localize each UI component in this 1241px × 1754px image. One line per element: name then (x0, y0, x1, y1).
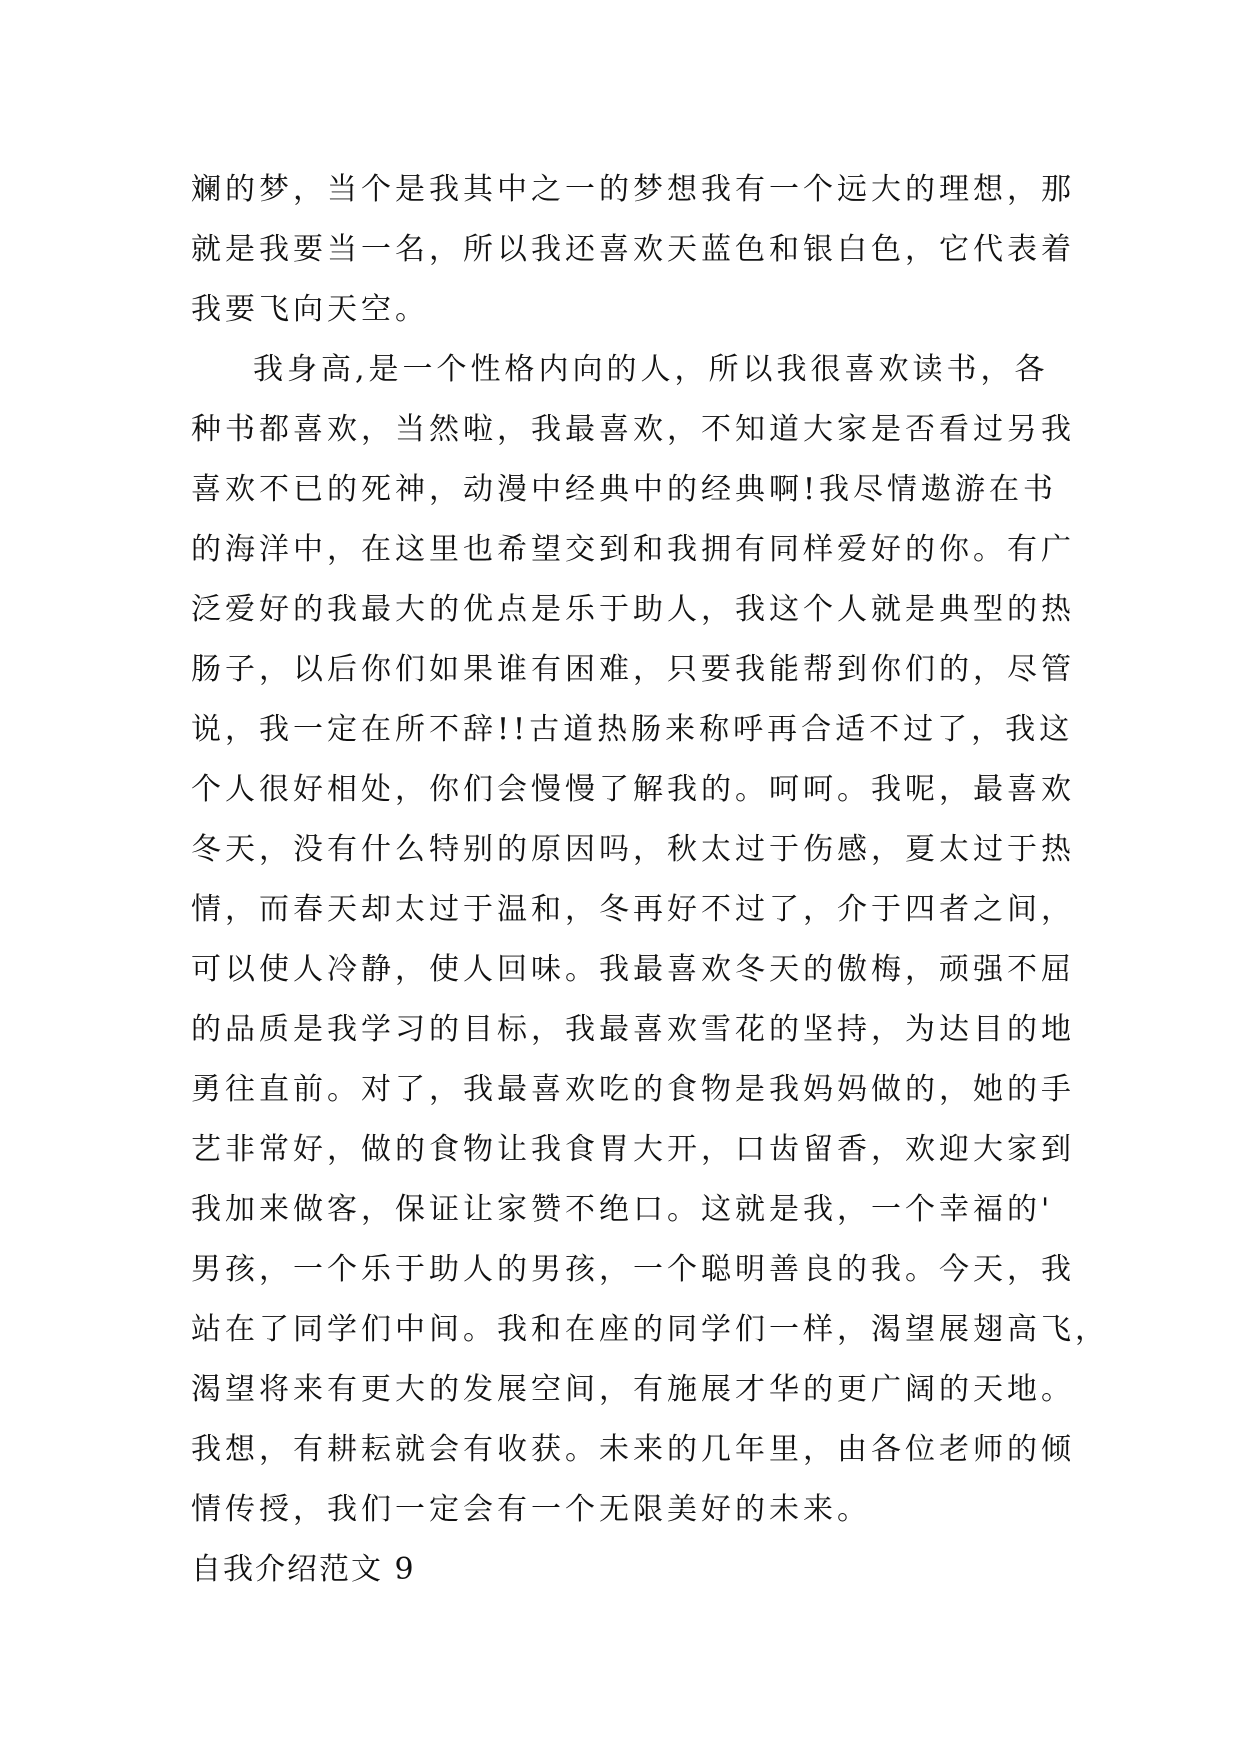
text-line: 男孩，一个乐于助人的男孩，一个聪明善良的我。今天，我 (191, 1252, 1075, 1287)
text-line: 我加来做客，保证让家赞不绝口。这就是我，一个幸福的' (191, 1192, 1054, 1227)
text-line: 冬天，没有什么特别的原因吗，秋太过于伤感，夏太过于热 (191, 832, 1075, 867)
section-heading: 自我介绍范文 9 (191, 1552, 416, 1587)
text-line: 的海洋中，在这里也希望交到和我拥有同样爱好的你。有广 (191, 532, 1075, 567)
text-line: 情传授，我们一定会有一个无限美好的未来。 (191, 1492, 871, 1527)
text-line: 肠子，以后你们如果谁有困难，只要我能帮到你们的，尽管 (191, 652, 1075, 687)
text-line: 种书都喜欢，当然啦，我最喜欢，不知道大家是否看过另我 (191, 412, 1075, 447)
text-line: 斓的梦，当个是我其中之一的梦想我有一个远大的理想，那 (191, 172, 1075, 207)
text-line: 渴望将来有更大的发展空间，有施展才华的更广阔的天地。 (191, 1372, 1075, 1407)
text-line: 情，而春天却太过于温和，冬再好不过了，介于四者之间， (191, 892, 1075, 927)
text-line: 就是我要当一名，所以我还喜欢天蓝色和银白色，它代表着 (191, 232, 1075, 267)
text-line: 我要飞向天空。 (191, 292, 429, 327)
text-line: 勇往直前。对了，我最喜欢吃的食物是我妈妈做的，她的手 (191, 1072, 1075, 1107)
paragraph-2 (191, 340, 1109, 1540)
text-line: 喜欢不已的死神，动漫中经典中的经典啊!我尽情遨游在书 (191, 472, 1058, 507)
text-line: 站在了同学们中间。我和在座的同学们一样，渴望展翅高飞， (191, 1312, 1109, 1347)
text-line: 泛爱好的我最大的优点是乐于助人，我这个人就是典型的热 (191, 592, 1075, 627)
paragraph-1 (191, 160, 1075, 340)
text-line: 说，我一定在所不辞!!古道热肠来称呼再合适不过了，我这 (191, 712, 1074, 747)
text-line: 我身高,是一个性格内向的人，所以我很喜欢读书，各 (253, 352, 1049, 387)
text-line: 的品质是我学习的目标，我最喜欢雪花的坚持，为达目的地 (191, 1012, 1075, 1047)
text-line: 我想，有耕耘就会有收获。未来的几年里，由各位老师的倾 (191, 1432, 1075, 1467)
text-line: 个人很好相处，你们会慢慢了解我的。呵呵。我呢，最喜欢 (191, 772, 1075, 807)
text-line: 艺非常好，做的食物让我食胃大开，口齿留香，欢迎大家到 (191, 1132, 1075, 1167)
document-body (191, 160, 1109, 1600)
text-line: 可以使人冷静，使人回味。我最喜欢冬天的傲梅，顽强不屈 (191, 952, 1075, 987)
